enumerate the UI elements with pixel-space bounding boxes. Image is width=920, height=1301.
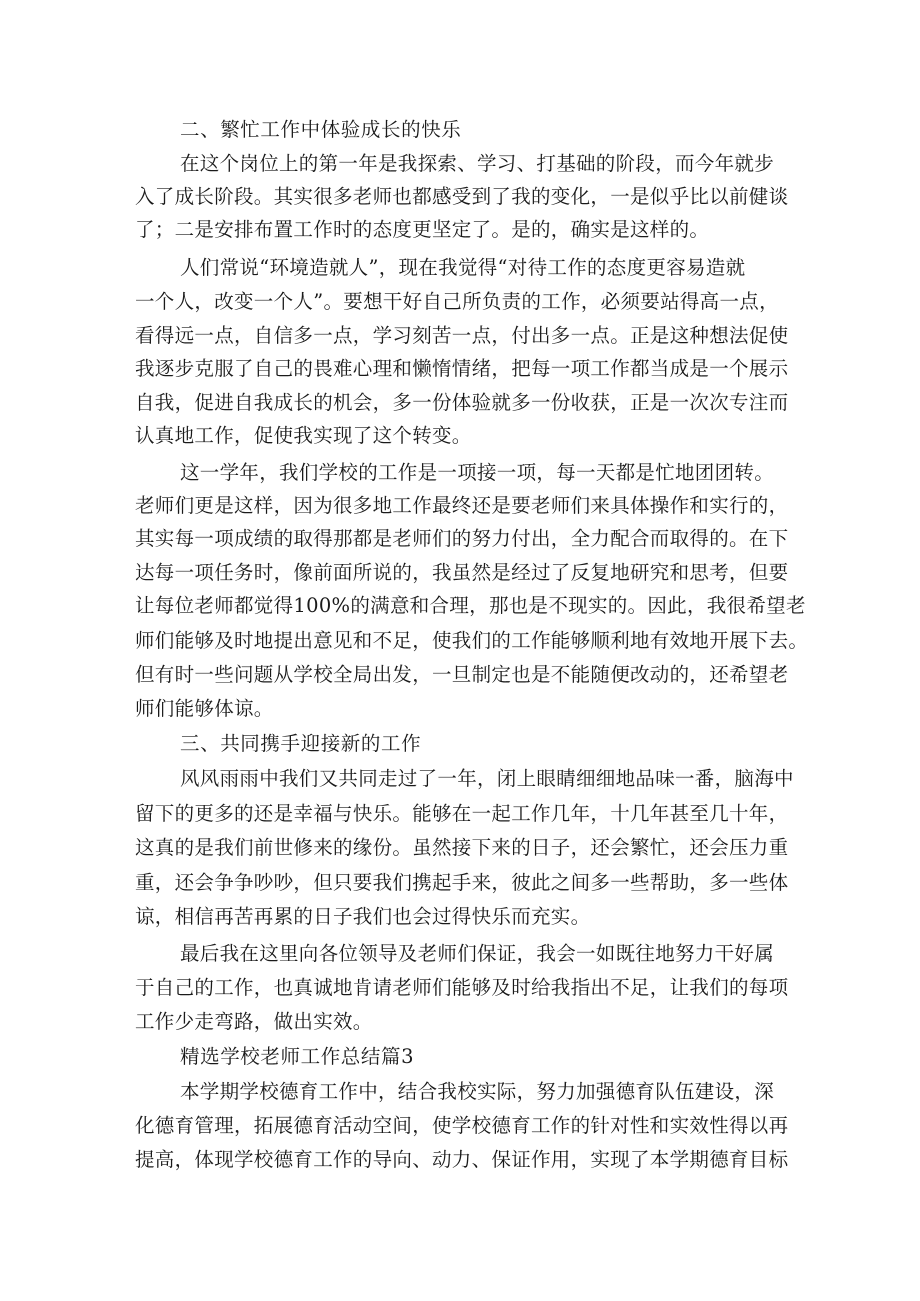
paragraph-line: 了；二是安排布置工作时的态度更坚定了。是的，确实是这样的。 <box>135 218 710 241</box>
paragraph-line: 师们能够及时地提出意见和不足，使我们的工作能够顺利地有效地开展下去。 <box>135 629 809 652</box>
paragraph-line: 看得远一点，自信多一点，学习刻苦一点，付出多一点。正是这种想法促使 <box>135 324 789 347</box>
paragraph-line: 认真地工作，促使我实现了这个转变。 <box>135 424 472 447</box>
paragraph-line: 人们常说“环境造就人”，现在我觉得“对待工作的态度更容易造就 <box>180 256 746 279</box>
paragraph-line: 其实每一项成绩的取得那都是老师们的努力付出，全力配合而取得的。在下 <box>135 527 789 550</box>
section-heading-new-work: 三、共同携手迎接新的工作 <box>180 732 422 755</box>
paragraph-line: 留下的更多的还是幸福与快乐。能够在一起工作几年，十几年甚至几十年， <box>135 802 789 825</box>
paragraph-line: 让每位老师都觉得100%的满意和合理，那也是不现实的。因此，我很希望老 <box>135 594 806 617</box>
paragraph-line: 在这个岗位上的第一年是我探索、学习、打基础的阶段，而今年就步 <box>180 152 775 175</box>
paragraph-line: 于自己的工作，也真诚地肯请老师们能够及时给我指出不足，让我们的每项 <box>135 976 789 999</box>
paragraph-line: 工作少走弯路，做出实效。 <box>135 1010 373 1033</box>
paragraph-line: 我逐步克服了自己的畏难心理和懒惰情绪，把每一项工作都当成是一个展示 <box>135 357 789 380</box>
paragraph-line: 达每一项任务时，像前面所说的，我虽然是经过了反复地研究和思考，但要 <box>135 561 789 584</box>
paragraph-line: 本学期学校德育工作中，结合我校实际，努力加强德育队伍建设，深 <box>180 1080 775 1103</box>
section-heading-busy-work: 二、繁忙工作中体验成长的快乐 <box>180 118 462 141</box>
paragraph-line: 提高，体现学校德育工作的导向、动力、保证作用，实现了本学期德育目标 <box>135 1148 789 1171</box>
paragraph-line: 老师们更是这样，因为很多地工作最终还是要老师们来具体操作和实行的， <box>135 494 789 517</box>
paragraph-line: 但有时一些问题从学校全局出发，一旦制定也是不能随便改动的，还希望老 <box>135 663 789 686</box>
paragraph-line: 这一学年，我们学校的工作是一项接一项，每一天都是忙地团团转。 <box>180 461 775 484</box>
paragraph-line: 最后我在这里向各位领导及老师们保证，我会一如既往地努力干好属 <box>180 942 775 965</box>
paragraph-line: 化德育管理，拓展德育活动空间，使学校德育工作的针对性和实效性得以再 <box>135 1114 789 1137</box>
paragraph-line: 入了成长阶段。其实很多老师也都感受到了我的变化，一是似乎比以前健谈 <box>135 185 789 208</box>
paragraph-line: 风风雨雨中我们又共同走过了一年，闭上眼睛细细地品味一番，脑海中 <box>180 767 794 790</box>
paragraph-line: 师们能够体谅。 <box>135 697 274 720</box>
paragraph-line: 这真的是我们前世修来的缘份。虽然接下来的日子，还会繁忙，还会压力重 <box>135 836 789 859</box>
article-title-part3: 精选学校老师工作总结篇3 <box>180 1045 415 1068</box>
paragraph-line: 一个人，改变一个人”。要想干好自己所负责的工作，必须要站得高一点， <box>135 290 779 313</box>
paragraph-line: 重，还会争争吵吵，但只要我们携起手来，彼此之间多一些帮助，多一些体 <box>135 871 789 894</box>
paragraph-line: 自我，促进自我成长的机会，多一份体验就多一份收获，正是一次次专注而 <box>135 391 789 414</box>
paragraph-line: 谅，相信再苦再累的日子我们也会过得快乐而充实。 <box>135 905 591 928</box>
